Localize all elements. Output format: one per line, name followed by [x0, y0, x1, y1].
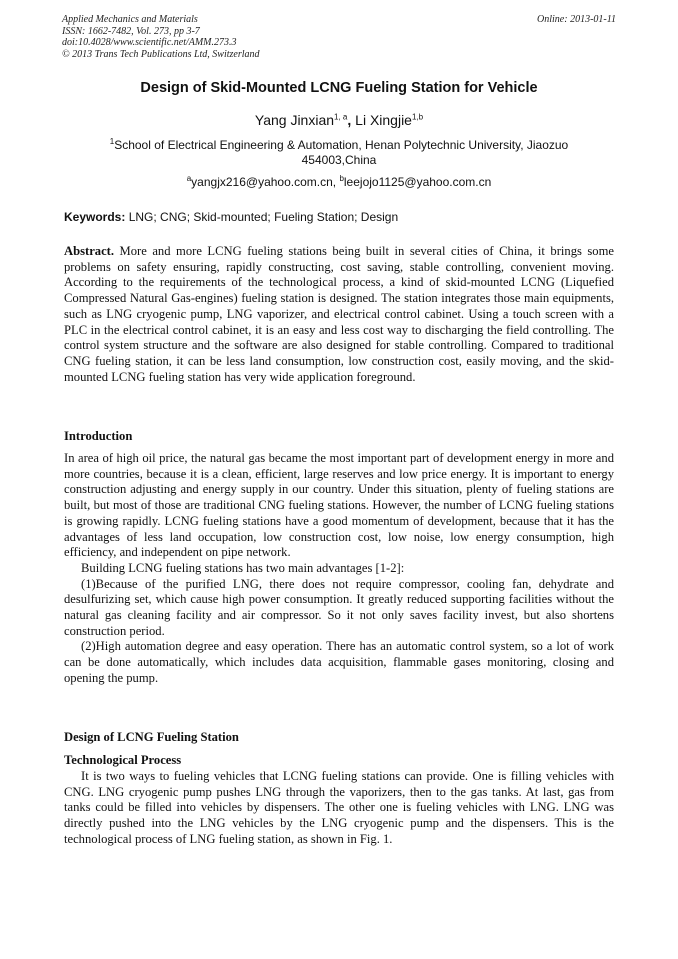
subsection-heading-process: Technological Process: [64, 753, 182, 767]
keywords-text: LNG; CNG; Skid-mounted; Fueling Station; Design: [125, 210, 399, 224]
design-body: [64, 769, 614, 848]
affiliation-text: School of Electrical Engineering & Automation, Henan Polytechnic University, Jiaozuo 454003,China: [114, 138, 569, 167]
paragraph: Building LCNG fueling stations has two main advantages [1-2]:: [81, 560, 405, 575]
copyright-line: © 2013 Trans Tech Publications Ltd, Switzerland: [62, 48, 260, 60]
abstract: [64, 244, 614, 385]
keywords: [64, 210, 616, 224]
author-name: Yang Jinxian: [254, 112, 335, 128]
paragraph: In area of high oil price, the natural gas became the most important part of development energy in more and more countries, because it is a clean, efficient, large reserves and low price energy. It is important to energy construction adjusting and energy supply in our country. Under this situation, plenty of fueling stations are built, but most of those are traditional CNG fueling stations. However, the number of LCNG fueling stations is growing rapidly. LCNG fueling stations have a good momentum of development, because that it has the advantages of less land occupation, low construction cost, low noise, low energy consumption, high efficiency, and independent on pipe network.: [64, 451, 614, 560]
introduction-body: [64, 451, 614, 687]
paper-title: Design of Skid-Mounted LCNG Fueling Station for Vehicle: [140, 80, 538, 96]
author-superscript: 1, a: [334, 112, 348, 122]
author-name: Li Xingjie: [355, 112, 412, 128]
issn-line: ISSN: 1662-7482, Vol. 273, pp 3-7: [62, 25, 200, 37]
author-separator: ,: [347, 112, 356, 128]
journal-header: [62, 14, 616, 60]
paragraph: It is two ways to fueling vehicles that LCNG fueling stations can provide. One is filling vehicles with CNG. LNG cryogenic pump pushes LNG through the vaporizers, then to the gas tanks. At last, gas from tanks could be filled into vehicles by dispensers. The other one is fueling vehicles with LNG. LNG was directly pushed into the LNG vehicles by the LNG cryogenic pump and the dispensers. This is the technological process of LNG fueling station, as shown in Fig. 1.: [64, 769, 614, 846]
paragraph: (2)High automation degree and easy operation. There has an automatic control system, so a lot of work can be done automatically, which includes data acquisition, flammable gases monitoring, closing and opening the pump.: [64, 639, 614, 685]
email-superscript: b: [339, 174, 344, 183]
abstract-text: More and more LCNG fueling stations being built in several cities of China, it brings some problems on safety ensuring, rapidly constructing, cost saving, stable controlling, convenient moving. According to the requirements of the technological process, a kind of skid-mounted LCNG (Liquefied Compressed Natural Gas-engines) fueling station is designed. The station integrates those main equipments, such as LNG cryogenic pump, LNG vaporizer, and electrical control cabinet. Using a touch screen with a PLC in the electrical control cabinet, it is an easy and less cost way to discharging the field controlling. The control system structure and the software are also designed for stable controlling. Compared to traditional CNG fueling station, it can be less land consumption, low construction cost, easily moving, and the skid-mounted LCNG fueling station has very wide application foreground.: [64, 244, 614, 384]
affiliation-superscript: 1: [109, 137, 115, 146]
email-address: leejojo1125@yahoo.com.cn: [343, 175, 492, 189]
affiliation: [90, 138, 588, 168]
paragraph: (1)Because of the purified LNG, there does not require compressor, cooling fan, dehydrate and desulfurizing set, which cause high power consumption. It greatly reduced supporting facilities without the natural gas cleaning facility and air compressor. So it not only saves facility invest, but also shortens construction period.: [64, 576, 614, 638]
abstract-label: Abstract.: [64, 244, 115, 258]
journal-name: Applied Mechanics and Materials: [62, 14, 198, 25]
keywords-label: Keywords:: [64, 210, 126, 224]
author-superscript: 1,b: [411, 112, 424, 122]
author-line: [0, 112, 678, 128]
email-address: yangjx216@yahoo.com.cn,: [191, 175, 340, 189]
section-heading-design: Design of LCNG Fueling Station: [64, 730, 239, 744]
doi-line: doi:10.4028/www.scientific.net/AMM.273.3: [62, 37, 237, 48]
online-date: Online: 2013-01-11: [537, 14, 616, 25]
section-heading-introduction: Introduction: [64, 429, 133, 443]
email-superscript: a: [186, 174, 192, 183]
email-line: [0, 175, 678, 189]
